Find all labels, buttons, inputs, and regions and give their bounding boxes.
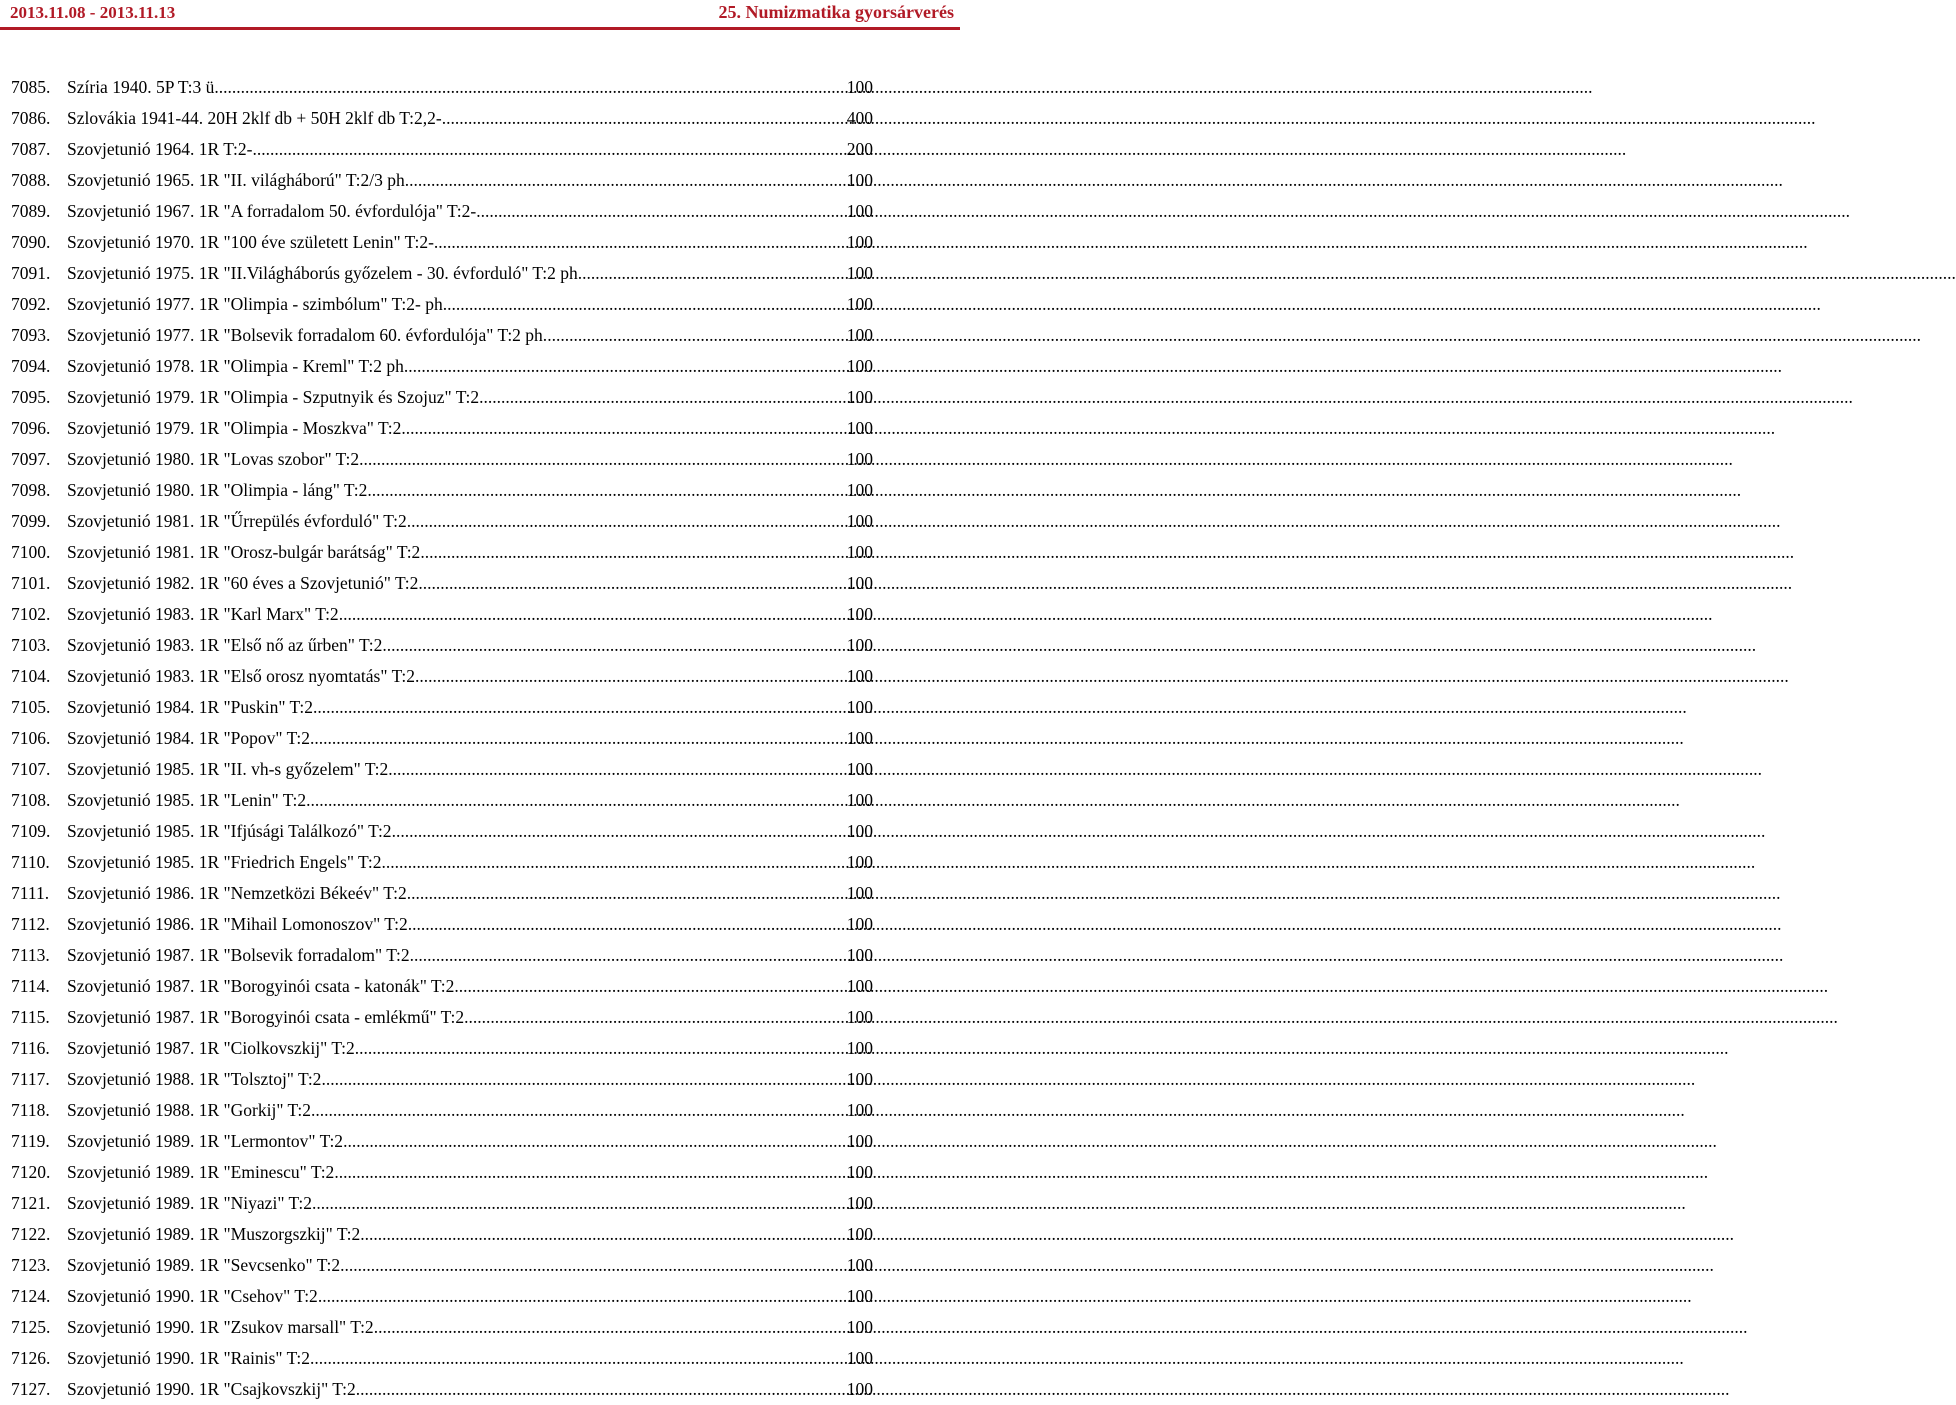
lot-number: 7122. xyxy=(11,1224,51,1244)
lot-description: Szovjetunió 1967. 1R "A forradalom 50. évfordulója" T:2- xyxy=(67,201,477,221)
lot-starting-price: 100 xyxy=(846,201,873,221)
lot-row xyxy=(11,1157,873,1188)
lot-number: 7121. xyxy=(11,1193,51,1213)
lot-row xyxy=(11,847,873,878)
lot-starting-price: 100 xyxy=(846,1007,873,1027)
lot-description: Szovjetunió 1979. 1R "Olimpia - Moszkva" T:2 xyxy=(67,418,402,438)
lot-description: Szovjetunió 1987. 1R "Ciolkovszkij" T:2 xyxy=(67,1038,355,1058)
lot-starting-price: 100 xyxy=(846,511,873,531)
lot-number: 7105. xyxy=(11,697,51,717)
lot-starting-price: 100 xyxy=(846,170,873,190)
lot-starting-price: 200 xyxy=(846,139,873,159)
lot-row xyxy=(11,382,873,413)
lot-number: 7107. xyxy=(11,759,51,779)
lot-starting-price: 100 xyxy=(846,573,873,593)
lot-starting-price: 100 xyxy=(846,604,873,624)
lot-row xyxy=(11,351,873,382)
lot-starting-price: 100 xyxy=(846,1255,873,1275)
lot-starting-price: 100 xyxy=(846,635,873,655)
dot-leader xyxy=(407,878,847,909)
dot-leader xyxy=(408,909,847,940)
lot-description: Szovjetunió 1970. 1R "100 éve született Lenin" T:2- xyxy=(67,232,434,252)
lot-description: Szovjetunió 1989. 1R "Lermontov" T:2 xyxy=(67,1131,344,1151)
lot-number: 7091. xyxy=(11,263,51,283)
dot-leader xyxy=(374,1312,847,1343)
lot-number: 7090. xyxy=(11,232,51,252)
lot-starting-price: 100 xyxy=(846,1224,873,1244)
lot-number: 7094. xyxy=(11,356,51,376)
page-header xyxy=(0,0,960,28)
dot-leader xyxy=(340,1250,847,1281)
lot-description: Szovjetunió 1977. 1R "Bolsevik forradalom 60. évfordulója" T:2 ph. xyxy=(67,325,548,345)
lot-starting-price: 100 xyxy=(846,1162,873,1182)
lot-number: 7124. xyxy=(11,1286,51,1306)
lot-description: Szovjetunió 1977. 1R "Olimpia - szimbólum" T:2- ph. xyxy=(67,294,448,314)
lot-row xyxy=(11,1095,873,1126)
lot-row xyxy=(11,1250,873,1281)
dot-leader xyxy=(410,940,847,971)
dot-leader xyxy=(442,103,847,134)
lot-number: 7109. xyxy=(11,821,51,841)
lot-row xyxy=(11,506,873,537)
dot-leader xyxy=(306,785,847,816)
lot-row xyxy=(11,258,873,289)
lot-starting-price: 100 xyxy=(846,77,873,97)
dot-leader xyxy=(355,1033,847,1064)
lot-description: Szovjetunió 1983. 1R "Első orosz nyomtatás" T:2 xyxy=(67,666,416,686)
dot-leader xyxy=(415,661,847,692)
lot-number: 7127. xyxy=(11,1379,51,1399)
dot-leader xyxy=(420,537,846,568)
lot-description: Szovjetunió 1985. 1R "Friedrich Engels" T:2 xyxy=(67,852,382,872)
lot-row xyxy=(11,661,873,692)
lot-row xyxy=(11,413,873,444)
lot-row xyxy=(11,165,873,196)
lot-starting-price: 100 xyxy=(846,821,873,841)
lot-description: Szovjetunió 1987. 1R "Bolsevik forradalom" T:2 xyxy=(67,945,410,965)
lot-number: 7102. xyxy=(11,604,51,624)
lot-starting-price: 100 xyxy=(846,666,873,686)
dot-leader xyxy=(408,351,847,382)
dot-leader xyxy=(447,289,847,320)
lot-row xyxy=(11,227,873,258)
lot-starting-price: 100 xyxy=(846,914,873,934)
lot-number: 7125. xyxy=(11,1317,51,1337)
lot-number: 7110. xyxy=(11,852,50,872)
dot-leader xyxy=(582,258,847,289)
lot-row xyxy=(11,1219,873,1250)
lot-number: 7112. xyxy=(11,914,50,934)
lot-description: Szovjetunió 1990. 1R "Csajkovszkij" T:2 xyxy=(67,1379,356,1399)
lot-description: Szovjetunió 1980. 1R "Lovas szobor" T:2 xyxy=(67,449,360,469)
lot-row xyxy=(11,816,873,847)
lot-description: Szovjetunió 1988. 1R "Gorkij" T:2 xyxy=(67,1100,311,1120)
lot-description: Szovjetunió 1983. 1R "Első nő az űrben" T:2 xyxy=(67,635,383,655)
lot-row xyxy=(11,1002,873,1033)
lot-starting-price: 100 xyxy=(846,1348,873,1368)
lot-starting-price: 100 xyxy=(846,976,873,996)
lot-row xyxy=(11,1126,873,1157)
lot-number: 7101. xyxy=(11,573,51,593)
lot-number: 7111. xyxy=(11,883,50,903)
auction-title: 25. Numizmatika gyorsárverés xyxy=(718,2,954,22)
lot-number: 7100. xyxy=(11,542,51,562)
lot-number: 7093. xyxy=(11,325,51,345)
lot-description: Szovjetunió 1985. 1R "Lenin" T:2 xyxy=(67,790,307,810)
lot-starting-price: 100 xyxy=(846,945,873,965)
lot-description: Szovjetunió 1985. 1R "Ifjúsági Találkozó" T:2 xyxy=(67,821,392,841)
lot-number: 7120. xyxy=(11,1162,51,1182)
lot-number: 7098. xyxy=(11,480,51,500)
lot-row xyxy=(11,723,873,754)
lot-starting-price: 100 xyxy=(846,883,873,903)
lot-row xyxy=(11,1312,873,1343)
lot-starting-price: 100 xyxy=(846,1317,873,1337)
dot-leader xyxy=(418,568,846,599)
lot-starting-price: 100 xyxy=(846,1038,873,1058)
header-divider xyxy=(0,27,960,30)
lot-number: 7126. xyxy=(11,1348,51,1368)
dot-leader xyxy=(464,1002,847,1033)
lot-row xyxy=(11,785,873,816)
dot-leader xyxy=(310,723,847,754)
lot-row xyxy=(11,134,873,165)
lot-description: Szovjetunió 1987. 1R "Borogyinói csata - emlékmű" T:2 xyxy=(67,1007,465,1027)
lot-starting-price: 100 xyxy=(846,759,873,779)
lot-number: 7089. xyxy=(11,201,51,221)
lot-row xyxy=(11,754,873,785)
lot-row xyxy=(11,1188,873,1219)
dot-leader xyxy=(454,971,846,1002)
dot-leader xyxy=(360,1219,846,1250)
lot-number: 7106. xyxy=(11,728,51,748)
dot-leader xyxy=(407,506,847,537)
dot-leader xyxy=(479,382,847,413)
lot-description: Szovjetunió 1984. 1R "Puskin" T:2 xyxy=(67,697,313,717)
lot-row xyxy=(11,692,873,723)
lot-number: 7099. xyxy=(11,511,51,531)
lot-number: 7119. xyxy=(11,1131,50,1151)
lot-description: Szovjetunió 1990. 1R "Rainis" T:2 xyxy=(67,1348,311,1368)
lot-row xyxy=(11,1064,873,1095)
lot-description: Szovjetunió 1965. 1R "II. világháború" T:2/3 ph. xyxy=(67,170,410,190)
dot-leader xyxy=(313,692,847,723)
lot-description: Szovjetunió 1989. 1R "Eminescu" T:2 xyxy=(67,1162,335,1182)
lot-row xyxy=(11,1033,873,1064)
dot-leader xyxy=(252,134,846,165)
lot-number: 7114. xyxy=(11,976,50,996)
lot-description: Szovjetunió 1986. 1R "Mihail Lomonoszov" T:2 xyxy=(67,914,408,934)
lot-row xyxy=(11,1281,873,1312)
lot-row xyxy=(11,940,873,971)
lot-description: Szovjetunió 1989. 1R "Sevcsenko" T:2 xyxy=(67,1255,341,1275)
lot-description: Szovjetunió 1985. 1R "II. vh-s győzelem" T:2 xyxy=(67,759,389,779)
lot-row xyxy=(11,103,873,134)
lot-row xyxy=(11,537,873,568)
lot-description: Szovjetunió 1989. 1R "Niyazi" T:2 xyxy=(67,1193,312,1213)
lot-starting-price: 100 xyxy=(846,356,873,376)
lot-starting-price: 100 xyxy=(846,387,873,407)
lot-number: 7087. xyxy=(11,139,51,159)
lot-description: Szovjetunió 1990. 1R "Zsukov marsall" T:2 xyxy=(67,1317,374,1337)
lot-starting-price: 100 xyxy=(846,728,873,748)
lot-starting-price: 100 xyxy=(846,1100,873,1120)
lot-starting-price: 100 xyxy=(846,418,873,438)
lot-row xyxy=(11,599,873,630)
dot-leader xyxy=(356,1374,847,1405)
lot-starting-price: 100 xyxy=(846,232,873,252)
dot-leader xyxy=(334,1157,846,1188)
lot-description: Szovjetunió 1964. 1R T:2- xyxy=(67,139,253,159)
lot-starting-price: 100 xyxy=(846,790,873,810)
lot-list xyxy=(11,72,873,1405)
lot-row xyxy=(11,475,873,506)
dot-leader xyxy=(367,475,846,506)
dot-leader xyxy=(381,847,846,878)
lot-number: 7096. xyxy=(11,418,51,438)
lot-number: 7092. xyxy=(11,294,51,314)
lot-description: Szovjetunió 1988. 1R "Tolsztoj" T:2 xyxy=(67,1069,322,1089)
lot-description: Szovjetunió 1987. 1R "Borogyinói csata - katonák" T:2 xyxy=(67,976,455,996)
lot-number: 7085. xyxy=(11,77,51,97)
dot-leader xyxy=(343,1126,847,1157)
lot-description: Szovjetunió 1984. 1R "Popov" T:2 xyxy=(67,728,311,748)
lot-number: 7123. xyxy=(11,1255,51,1275)
lot-number: 7108. xyxy=(11,790,51,810)
lot-row xyxy=(11,878,873,909)
dot-leader xyxy=(434,227,847,258)
lot-number: 7115. xyxy=(11,1007,50,1027)
lot-number: 7095. xyxy=(11,387,51,407)
lot-number: 7118. xyxy=(11,1100,50,1120)
lot-starting-price: 100 xyxy=(846,263,873,283)
lot-row xyxy=(11,444,873,475)
dot-leader xyxy=(388,754,847,785)
lot-row xyxy=(11,196,873,227)
lot-row xyxy=(11,72,873,103)
lot-number: 7086. xyxy=(11,108,51,128)
dot-leader xyxy=(409,165,847,196)
lot-description: Szovjetunió 1990. 1R "Csehov" T:2 xyxy=(67,1286,318,1306)
lot-description: Szovjetunió 1983. 1R "Karl Marx" T:2 xyxy=(67,604,339,624)
lot-row xyxy=(11,971,873,1002)
lot-starting-price: 100 xyxy=(846,1193,873,1213)
auction-dates: 2013.11.08 - 2013.11.13 xyxy=(10,3,176,22)
lot-description: Szovjetunió 1978. 1R "Olimpia - Kreml" T:2 ph. xyxy=(67,356,409,376)
dot-leader xyxy=(318,1281,847,1312)
dot-leader xyxy=(321,1064,846,1095)
lot-description: Szovjetunió 1979. 1R "Olimpia - Szputnyik és Szojuz" T:2 xyxy=(67,387,480,407)
lot-description: Szovjetunió 1982. 1R "60 éves a Szovjetunió" T:2 xyxy=(67,573,419,593)
lot-starting-price: 100 xyxy=(846,697,873,717)
lot-number: 7103. xyxy=(11,635,51,655)
lot-description: Szlovákia 1941-44. 20H 2klf db + 50H 2klf db T:2,2- xyxy=(67,108,442,128)
lot-starting-price: 100 xyxy=(846,449,873,469)
lot-number: 7104. xyxy=(11,666,51,686)
lot-starting-price: 100 xyxy=(846,1379,873,1399)
dot-leader xyxy=(219,72,847,103)
dot-leader xyxy=(311,1095,847,1126)
lot-starting-price: 100 xyxy=(846,1131,873,1151)
lot-starting-price: 100 xyxy=(846,325,873,345)
lot-description: Szovjetunió 1981. 1R "Űrrepülés évforduló" T:2 xyxy=(67,511,407,531)
lot-starting-price: 100 xyxy=(846,294,873,314)
lot-row xyxy=(11,630,873,661)
lot-row xyxy=(11,568,873,599)
lot-starting-price: 100 xyxy=(846,1069,873,1089)
dot-leader xyxy=(339,599,847,630)
lot-description: Szovjetunió 1981. 1R "Orosz-bulgár barátság" T:2 xyxy=(67,542,421,562)
dot-leader xyxy=(547,320,847,351)
lot-number: 7113. xyxy=(11,945,50,965)
dot-leader xyxy=(310,1343,847,1374)
lot-row xyxy=(11,909,873,940)
dot-leader xyxy=(392,816,847,847)
lot-starting-price: 100 xyxy=(846,542,873,562)
dot-leader xyxy=(382,630,846,661)
lot-starting-price: 400 xyxy=(846,108,873,128)
lot-number: 7097. xyxy=(11,449,51,469)
dot-leader xyxy=(312,1188,847,1219)
lot-description: Szovjetunió 1980. 1R "Olimpia - láng" T:2 xyxy=(67,480,368,500)
dot-leader xyxy=(359,444,847,475)
lot-description: Szovjetunió 1986. 1R "Nemzetközi Békeév" T:2 xyxy=(67,883,407,903)
lot-number: 7116. xyxy=(11,1038,50,1058)
lot-number: 7117. xyxy=(11,1069,50,1089)
lot-description: Szovjetunió 1989. 1R "Muszorgszkij" T:2 xyxy=(67,1224,361,1244)
lot-description: Szíria 1940. 5P T:3 ü. xyxy=(67,77,219,97)
lot-description: Szovjetunió 1975. 1R "II.Világháborús győzelem - 30. évforduló" T:2 ph. xyxy=(67,263,583,283)
lot-row xyxy=(11,1343,873,1374)
dot-leader xyxy=(476,196,847,227)
dot-leader xyxy=(401,413,846,444)
lot-row xyxy=(11,320,873,351)
lot-number: 7088. xyxy=(11,170,51,190)
lot-row xyxy=(11,289,873,320)
lot-starting-price: 100 xyxy=(846,852,873,872)
lot-starting-price: 100 xyxy=(846,1286,873,1306)
lot-row xyxy=(11,1374,873,1405)
lot-starting-price: 100 xyxy=(846,480,873,500)
